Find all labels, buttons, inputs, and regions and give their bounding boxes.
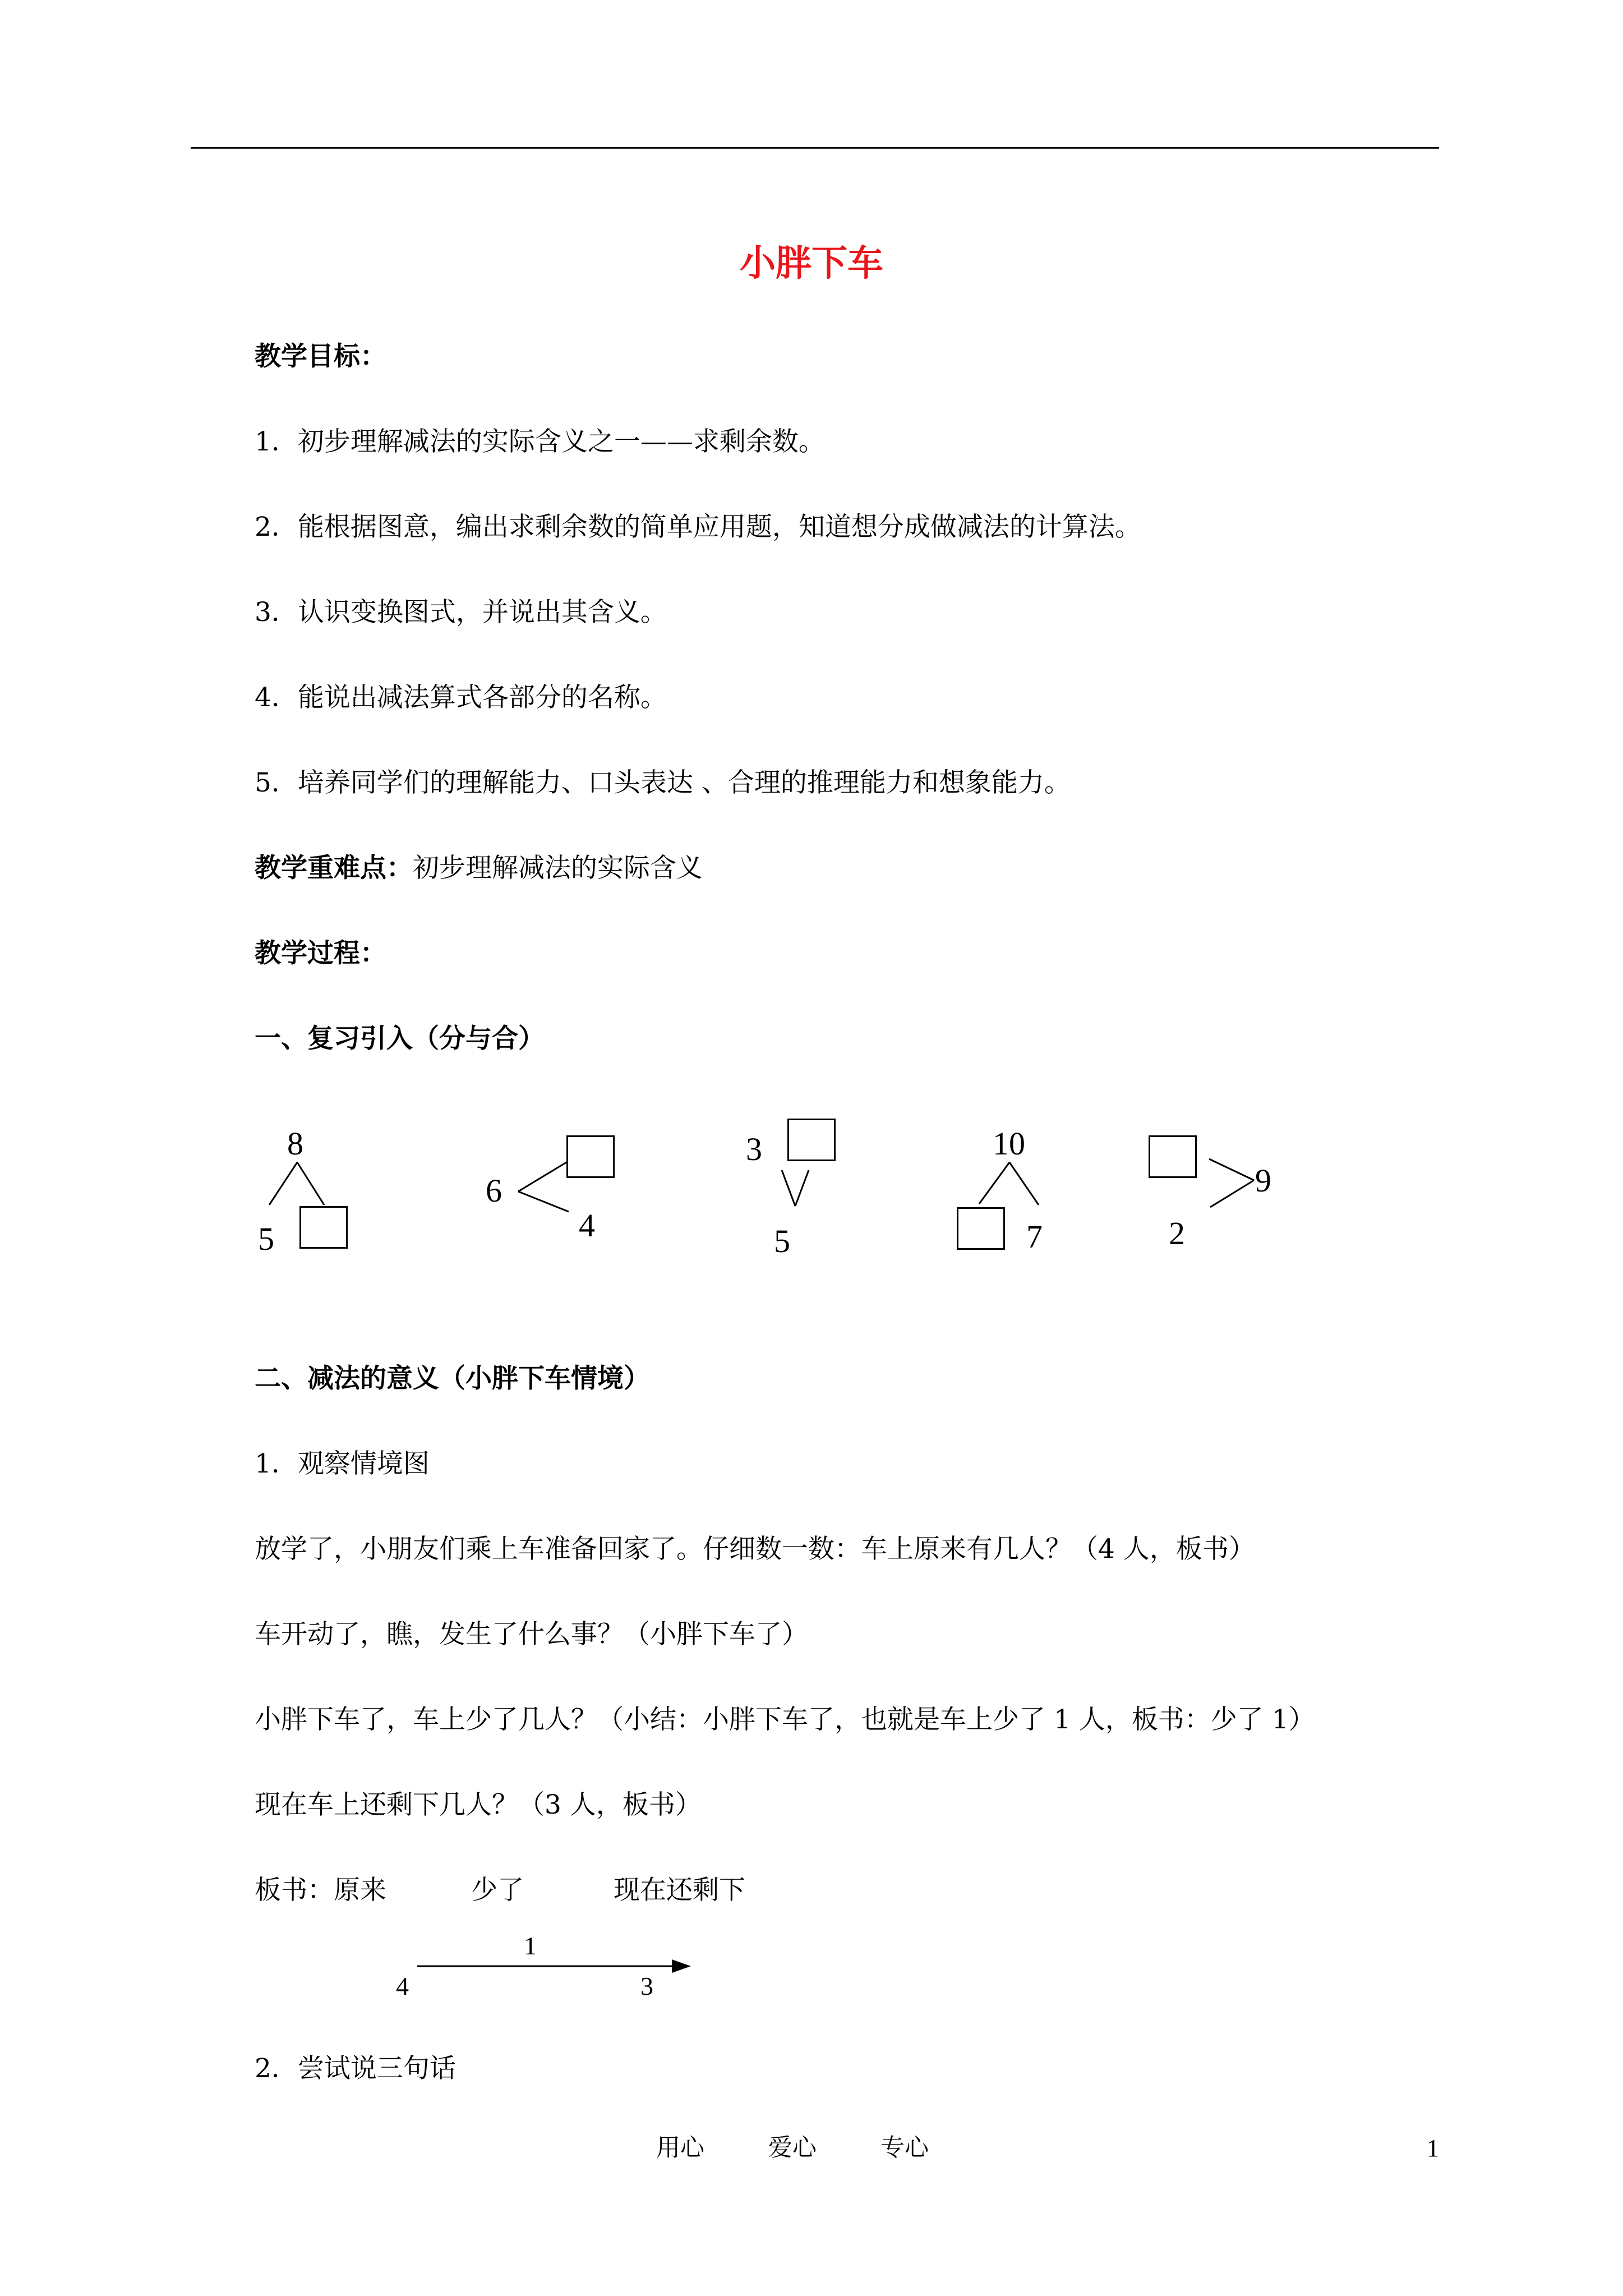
process-heading: 教学过程： (255, 938, 386, 969)
diagram-1-left: 5 (258, 1221, 274, 1257)
board-start: 4 (396, 1972, 409, 2000)
paragraph-2: 车开动了，瞧，发生了什么事？（小胖下车了） (255, 1619, 808, 1650)
goal-item-5: 5．培养同学们的理解能力、口头表达 、合理的推理能力和想象能力。 (255, 767, 1071, 798)
diagram-5-bottom: 2 (1169, 1215, 1185, 1251)
diagram-5-blank-box (1149, 1135, 1197, 1178)
diagram-3-blank-box (787, 1119, 836, 1161)
sub-heading-2: 2．尝试说三句话 (255, 2053, 456, 2084)
goal-item-4: 4．能说出减法算式各部分的名称。 (255, 682, 667, 713)
goal-item-1: 1．初步理解减法的实际含义之一——求剩余数。 (255, 426, 825, 457)
goal-item-2: 2．能根据图意，编出求剩余数的简单应用题，知道想分成做减法的计算法。 (255, 512, 1141, 542)
diagram-3-bottom: 5 (774, 1223, 790, 1259)
board-arrow (0, 0, 6, 6)
diagram-1-blank-box (299, 1206, 348, 1249)
page-number: 1 (1427, 2134, 1439, 2162)
diagram-4-blank-box (957, 1207, 1005, 1250)
diagram-4-right: 7 (1026, 1218, 1043, 1255)
section-2-heading: 二、减法的意义（小胖下车情境） (255, 1363, 650, 1394)
goals-heading: 教学目标： (255, 341, 386, 372)
board-original: 原来 (334, 1875, 386, 1906)
diagram-1-top: 8 (287, 1125, 303, 1162)
key-text: 初步理解减法的实际含义 (413, 853, 703, 884)
footer-word-1: 用心 (656, 2134, 704, 2162)
section-1-heading: 一、复习引入（分与合） (255, 1023, 545, 1054)
diagram-3-top: 3 (746, 1131, 762, 1167)
key-point-line (255, 853, 703, 884)
board-end: 3 (640, 1972, 653, 2000)
diagram-2-bottom: 4 (579, 1207, 595, 1244)
board-label: 板书： (255, 1875, 334, 1906)
goal-item-3: 3．认识变换图式，并说出其含义。 (255, 597, 667, 628)
footer-word-3: 专心 (880, 2134, 929, 2162)
footer-word-2: 爱心 (768, 2134, 817, 2162)
key-label: 教学重难点： (255, 853, 413, 884)
diagram-4-top: 10 (993, 1125, 1025, 1162)
paragraph-3: 小胖下车了，车上少了几人？（小结：小胖下车了，也就是车上少了 1 人，板书：少了 1） (255, 1704, 1315, 1735)
diagram-5-right: 9 (1255, 1162, 1271, 1199)
board-less: 少了 (471, 1875, 524, 1906)
board-label-line (255, 1875, 386, 1906)
header-rule (191, 147, 1439, 149)
paragraph-4: 现在车上还剩下几人？（3 人，板书） (255, 1789, 702, 1820)
board-change: 1 (524, 1931, 537, 1960)
diagram-2-left: 6 (486, 1172, 502, 1209)
page-title: 小胖下车 (740, 242, 883, 284)
paragraph-1: 放学了，小朋友们乘上车准备回家了。仔细数一数：车上原来有几人？（4 人，板书） (255, 1534, 1255, 1565)
sub-heading-1: 1．观察情境图 (255, 1448, 430, 1479)
board-remaining: 现在还剩下 (614, 1875, 745, 1906)
diagram-2-blank-box (566, 1135, 615, 1178)
